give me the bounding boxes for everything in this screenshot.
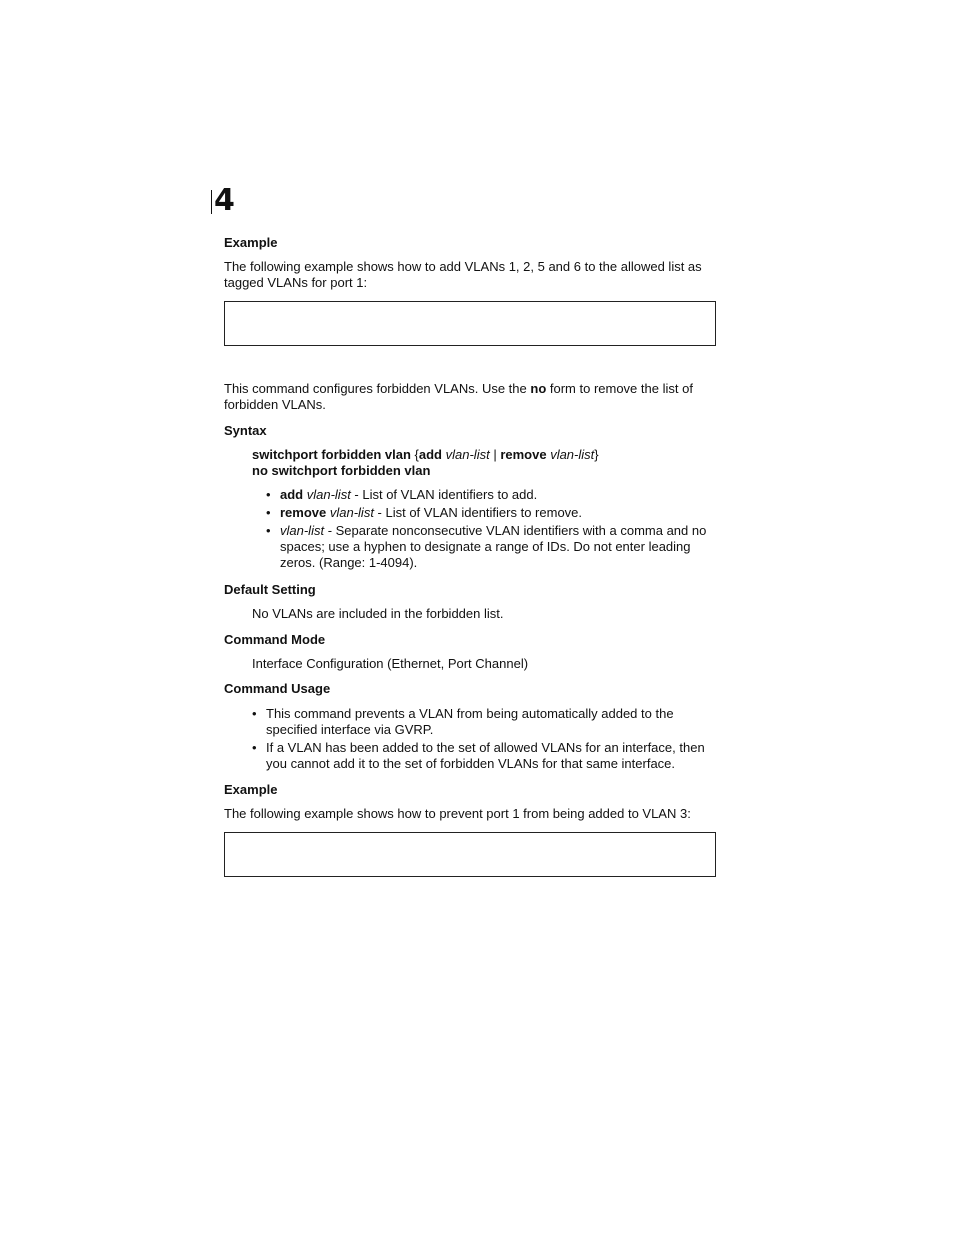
syntax-parameter-list <box>266 487 716 571</box>
syntax-brace-open: { <box>410 447 419 462</box>
syntax-no-command: no switchport forbidden vlan <box>252 463 431 478</box>
command-usage-list <box>252 706 716 772</box>
bullet-icon: • <box>252 740 257 755</box>
command-description-line-1 <box>224 381 716 397</box>
syntax-vlan-list-param: vlan-list <box>445 447 490 462</box>
list-item <box>266 523 716 571</box>
example-heading-1: Example <box>224 235 278 250</box>
syntax-pipe: | <box>489 447 501 462</box>
example-1-line-1: The following example shows how to add VLANs 1, 2, 5 and 6 to the allowed list as <box>224 259 702 274</box>
list-item <box>252 740 716 772</box>
bullet-icon: • <box>266 505 271 520</box>
example-2-description: The following example shows how to prevent port 1 from being added to VLAN 3: <box>224 806 691 821</box>
param-description: - List of VLAN identifiers to remove. <box>373 505 583 520</box>
command-usage-heading: Command Usage <box>224 681 331 696</box>
list-item <box>266 487 716 503</box>
param-keyword: remove <box>280 505 327 520</box>
syntax-keyword: switchport forbidden vlan <box>252 447 411 462</box>
chapter-number-text: 4 <box>214 183 235 218</box>
example-heading-2: Example <box>224 782 278 797</box>
syntax-command-1 <box>252 447 716 463</box>
param-description: - List of VLAN identifiers to add. <box>350 487 538 502</box>
param-name: vlan-list <box>303 487 351 502</box>
intro-text-2: form to remove the list of <box>546 381 693 396</box>
code-example-box-2 <box>224 832 716 877</box>
command-description-line-2: forbidden VLANs. <box>224 397 326 412</box>
default-setting-heading: Default Setting <box>224 582 316 597</box>
example-1-line-2: tagged VLANs for port 1: <box>224 275 368 290</box>
syntax-heading: Syntax <box>224 423 267 438</box>
example-1-description <box>224 259 716 291</box>
param-name: vlan-list <box>280 523 325 538</box>
param-name: vlan-list <box>326 505 374 520</box>
bullet-icon: • <box>266 487 271 502</box>
command-mode-text: Interface Configuration (Ethernet, Port Channel) <box>252 656 529 671</box>
code-example-box-1 <box>224 301 716 346</box>
syntax-vlan-list-param: vlan-list <box>550 447 595 462</box>
param-description: - Separate nonconsecutive VLAN identifiers with a comma and no spaces; use a hyphen to designate a range of IDs. Do not enter leading zeros. (Range: 1-4094). <box>280 523 707 570</box>
syntax-brace-close: } <box>594 447 599 462</box>
command-mode-heading: Command Mode <box>224 632 326 647</box>
list-item <box>252 706 716 738</box>
default-setting-text: No VLANs are included in the forbidden list. <box>252 606 504 621</box>
chapter-number <box>211 183 241 218</box>
intro-no-keyword: no <box>530 381 547 396</box>
syntax-remove-keyword: remove <box>500 447 547 462</box>
list-item <box>266 505 716 521</box>
bullet-icon: • <box>252 706 257 721</box>
bullet-icon: • <box>266 523 271 538</box>
intro-text-1: This command configures forbidden VLANs. Use the <box>224 381 531 396</box>
usage-text: If a VLAN has been added to the set of allowed VLANs for an interface, then you cannot add it to the set of forbidden VLANs for that same interface. <box>266 740 705 771</box>
param-keyword: add <box>280 487 304 502</box>
syntax-commands <box>252 447 716 479</box>
usage-text: This command prevents a VLAN from being automatically added to the specified interface via GVRP. <box>266 706 674 737</box>
command-description <box>224 381 716 413</box>
syntax-add-keyword: add <box>418 447 442 462</box>
chapter-rule <box>211 190 212 214</box>
syntax-command-2 <box>252 463 716 479</box>
